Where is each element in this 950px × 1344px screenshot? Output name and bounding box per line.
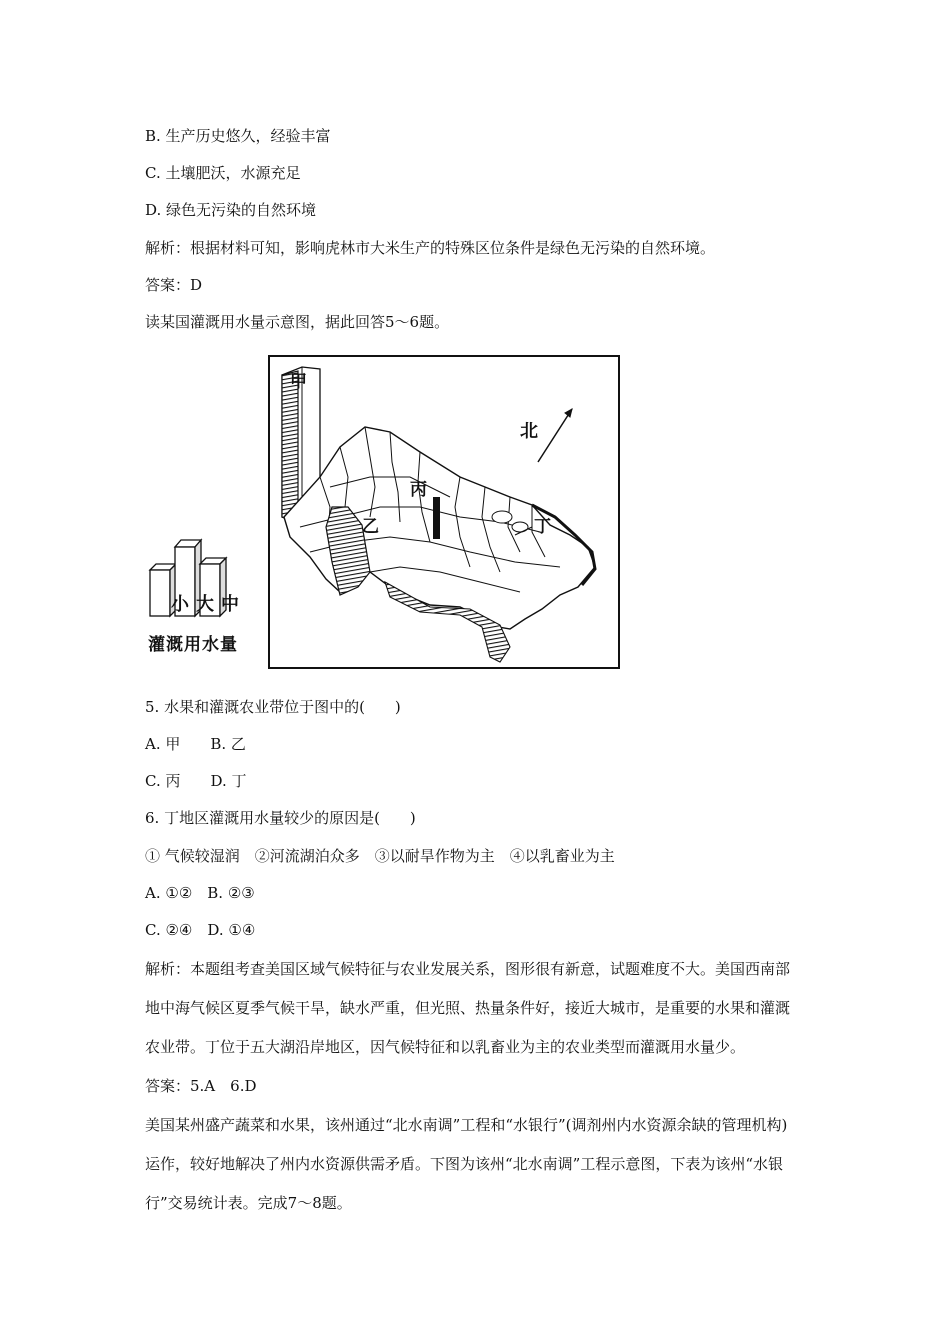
legend-title: 灌溉用水量 xyxy=(148,635,238,655)
label-bing: 丙 xyxy=(410,480,427,500)
line-q6-items: ① 气候较湿润 ②河流湖泊众多 ③以耐旱作物为主 ④以乳畜业为主 xyxy=(145,847,615,865)
legend-large-label: 大 xyxy=(196,594,214,615)
line-analysis-2c: 农业带。丁位于五大湖沿岸地区，因气候特征和以乳畜业为主的农业类型而灌溉用水量少。 xyxy=(145,1038,746,1056)
line-q5-cd: C. 丙 D. 丁 xyxy=(145,772,247,790)
line-answer-2: 答案：5.A 6.D xyxy=(145,1077,257,1095)
line-intro: 读某国灌溉用水量示意图，据此回答5～6题。 xyxy=(145,313,450,331)
map-frame xyxy=(268,355,620,669)
label-ding: 丁 xyxy=(534,517,551,537)
line-answer-1: 答案：D xyxy=(145,276,203,294)
legend-medium-label: 中 xyxy=(221,594,239,615)
line-analysis-2a: 解析：本题组考查美国区域气候特征与农业发展关系，图形很有新意，试题难度不大。美国西南部 xyxy=(145,960,791,978)
line-q6-ab: A. ①② B. ②③ xyxy=(145,884,255,902)
line-para-2: 运作，较好地解决了州内水资源供需矛盾。下图为该州“北水南调”工程示意图，下表为该州“水银 xyxy=(145,1155,784,1173)
line-q6-cd: C. ②④ D. ①④ xyxy=(145,921,256,939)
usa-map xyxy=(270,357,618,667)
line-q5-ab: A. 甲 B. 乙 xyxy=(145,735,246,753)
line-para-1: 美国某州盛产蔬菜和水果，该州通过“北水南调”工程和“水银行”(调剂州内水资源余缺的管理机构) xyxy=(145,1116,788,1134)
line-option-c: C. 土壤肥沃，水源充足 xyxy=(145,164,301,182)
label-jia: 甲 xyxy=(290,372,307,392)
line-q6: 6. 丁地区灌溉用水量较少的原因是( ) xyxy=(145,809,416,827)
label-north: 北 xyxy=(520,421,538,442)
line-option-b: B. 生产历史悠久，经验丰富 xyxy=(145,127,331,145)
irrigation-figure xyxy=(145,352,625,674)
label-yi: 乙 xyxy=(362,517,379,537)
line-q5: 5. 水果和灌溉农业带位于图中的( ) xyxy=(145,698,401,716)
line-analysis-2b: 地中海气候区夏季气候干旱，缺水严重，但光照、热量条件好，接近大城市，是重要的水果和灌溉 xyxy=(145,999,791,1017)
line-para-3: 行”交易统计表。完成7～8题。 xyxy=(145,1194,352,1212)
line-analysis-1: 解析：根据材料可知，影响虎林市大米生产的特殊区位条件是绿色无污染的自然环境。 xyxy=(145,239,716,257)
line-option-d: D. 绿色无污染的自然环境 xyxy=(145,201,317,219)
legend-small-label: 小 xyxy=(171,594,189,615)
